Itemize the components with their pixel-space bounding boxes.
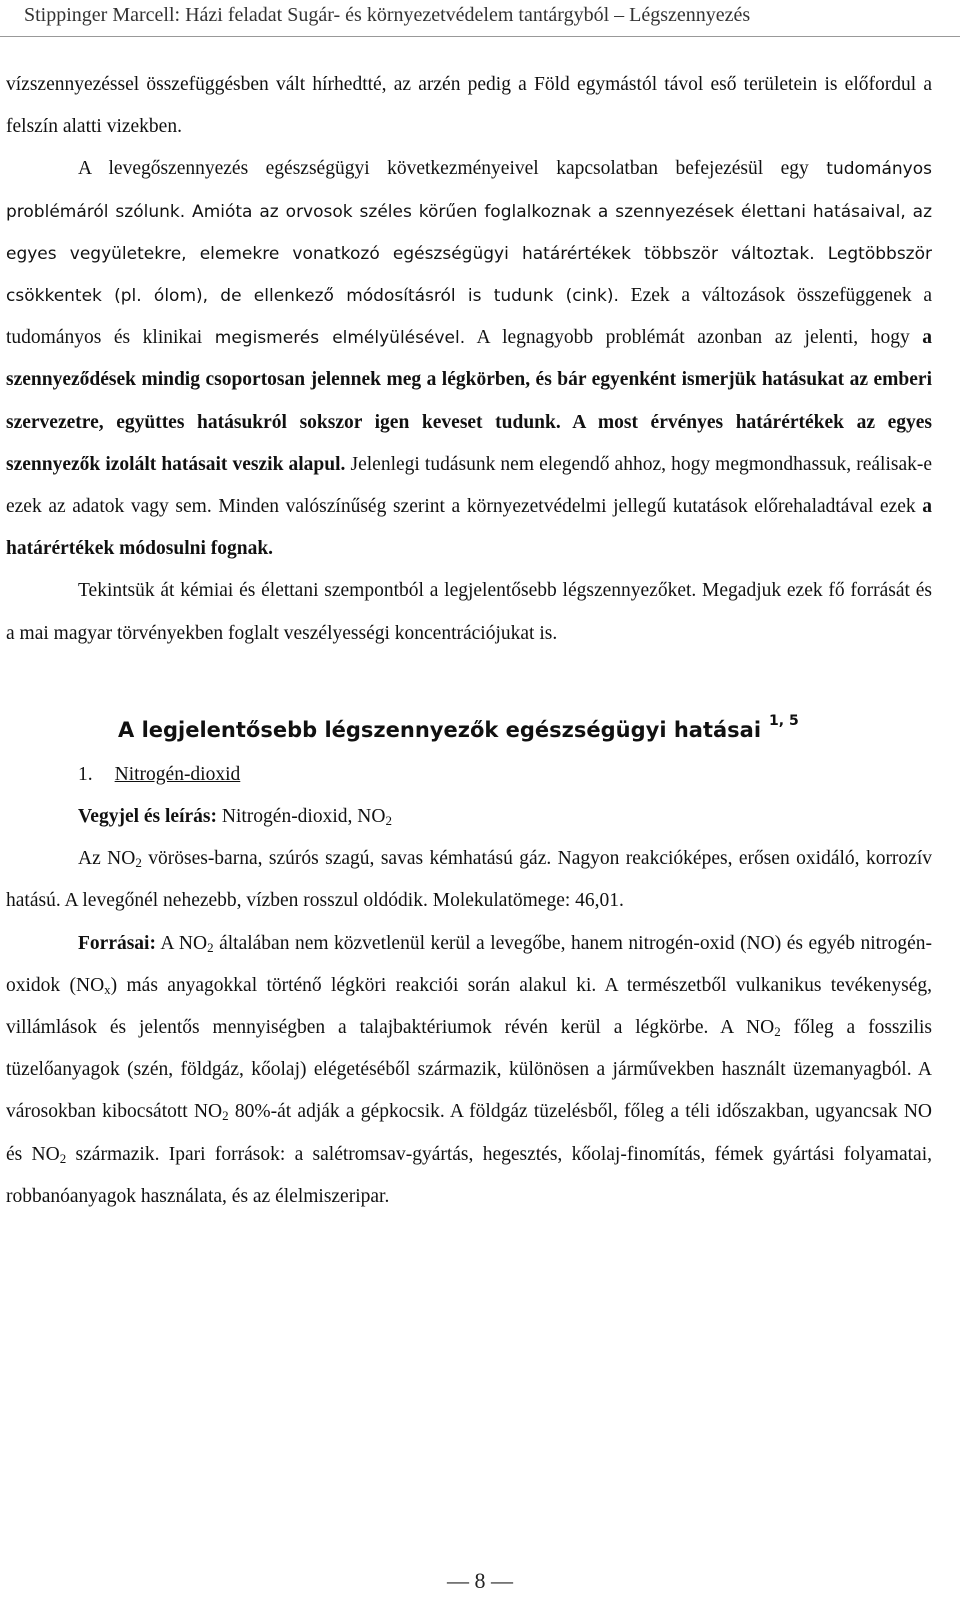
subscript: x: [104, 981, 111, 997]
subscript: 2: [59, 1150, 67, 1166]
paragraph-text-sans: megismerés elmélyülésével.: [214, 328, 466, 349]
subscript: 2: [774, 1024, 781, 1040]
paragraph-text: főleg a fosszilis tüzelőanyagok (szén, földgáz, kőolaj) elégetéséből származik, különösen a járművekben használt üzemanyagból. A városokban kibocsátott NO: [6, 1017, 933, 1123]
paragraph-text: vízszennyezéssel összefüggésben vált hírhedtté, az arzén pedig a Föld egymástól távol eső területein is előfordul a felszín alatti vizekben.: [6, 74, 932, 138]
paragraph-text: ) más anyagokkal történő légköri reakciói során alakul ki. A természetből vulkanikus tevékenység, villámlások és jelentős mennyiségben a talajbaktériumok révén kerül a légkörbe. A NO: [6, 974, 932, 1039]
subscript: 2: [135, 855, 142, 871]
paragraph-text: általában nem közvetlenül kerül a levegőbe, hanem nitrogén-oxid (NO) és egyéb nitrogén-oxidok (NO: [6, 932, 932, 996]
item-number: 1.: [78, 763, 93, 785]
paragraph-text: Jelenlegi tudásunk nem elegendő ahhoz, hogy megmondhassuk, reálisak-e ezek az adatok vagy sem. Minden valószínűség szerint a környezetvédelmi jellegű kutatások előrehaladtával ezek: [6, 453, 932, 518]
paragraph-text: 80%-át adják a gépkocsik. A földgáz tüzelésből, főleg a téli időszakban, ugyancsak NO és NO: [6, 1101, 932, 1165]
paragraph-text: A NO: [155, 932, 208, 954]
paragraph-text: Az NO: [78, 848, 136, 870]
paragraph-text: A legnagyobb problémát azonban az jelenti, hogy: [465, 327, 923, 349]
formula-line: [6, 796, 932, 838]
paragraph-sources: [6, 923, 932, 1218]
paragraph-continuation: [6, 64, 932, 148]
emphasized-text: a szennyeződések mindig csoportosan jelennek meg a légkörben, és bár egyenként ismerjük hatásukat az emberi szervezetre, együttes hatásukról sokszor igen keveset tudunk. A most érvényes határértékek az egyes szennyezők izolált hatásait veszik alapul.: [6, 327, 932, 475]
document-body: [6, 64, 932, 1218]
paragraph-conclusion: [6, 148, 932, 570]
emphasized-text: a határértékek módosulni fognak.: [6, 496, 932, 560]
page-number: — 8 —: [447, 1568, 513, 1593]
subscript: 2: [207, 939, 214, 955]
subscript: 2: [222, 1108, 229, 1124]
paragraph-text: A levegőszennyezés egészségügyi következményeivel kapcsolatban befejezésül egy: [78, 158, 809, 180]
paragraph-description: [6, 838, 932, 922]
item-heading: [78, 754, 932, 796]
paragraph-text: származik. Ipari források: a salétromsav-gyártás, hegesztés, kőolaj-finomítás, fémek gyártási folyamatai, robbanóanyagok használata, és az élelmiszeripar.: [6, 1143, 932, 1207]
paragraph-overview: [6, 570, 932, 654]
running-header: Stippinger Marcell: Házi feladat Sugár- és környezetvédelem tantárgyból – Légszennyezés: [24, 4, 751, 26]
header-divider: [0, 36, 960, 37]
paragraph-text: Ezek a változások összefüggenek a tudományos és klinikai: [6, 285, 932, 349]
paragraph-text: Tekintsük át kémiai és élettani szempontból a legjelentősebb légszennyezőket. Megadjuk ezek fő forrását és a mai magyar törvényekben foglalt veszélyességi koncentrációjukat is.: [6, 580, 932, 644]
subscript: 2: [385, 813, 392, 829]
formula-label: Vegyjel és leírás:: [78, 806, 217, 828]
formula-text: Nitrogén-dioxid, NO: [221, 806, 386, 828]
paragraph-text: vöröses-barna, szúrós szagú, savas kémhatású gáz. Nagyon reakcióképes, erősen oxidáló, korrozív hatású. A levegőnél nehezebb, vízben rosszul oldódik. Molekulatömege: 46,01.: [6, 848, 932, 912]
item-title: Nitrogén-dioxid: [114, 763, 241, 785]
section-heading: [118, 703, 932, 752]
sources-label: Forrásai:: [78, 932, 156, 954]
paragraph-text-sans: tudományos problémáról szólunk. Amióta az orvosok széles körűen foglalkoznak a szennyezések élettani hatásaival, az egyes vegyületekre, elemekre vonatkozó egészségügyi határértékek többször változtak. Legtöbbször csökkentek (pl. ólom), de ellenkező módosításról is tudunk (cink).: [6, 159, 932, 307]
reference-marker: 1, 5: [769, 712, 799, 729]
section-title: A legjelentősebb légszennyezők egészségügyi hatásai: [118, 717, 762, 742]
